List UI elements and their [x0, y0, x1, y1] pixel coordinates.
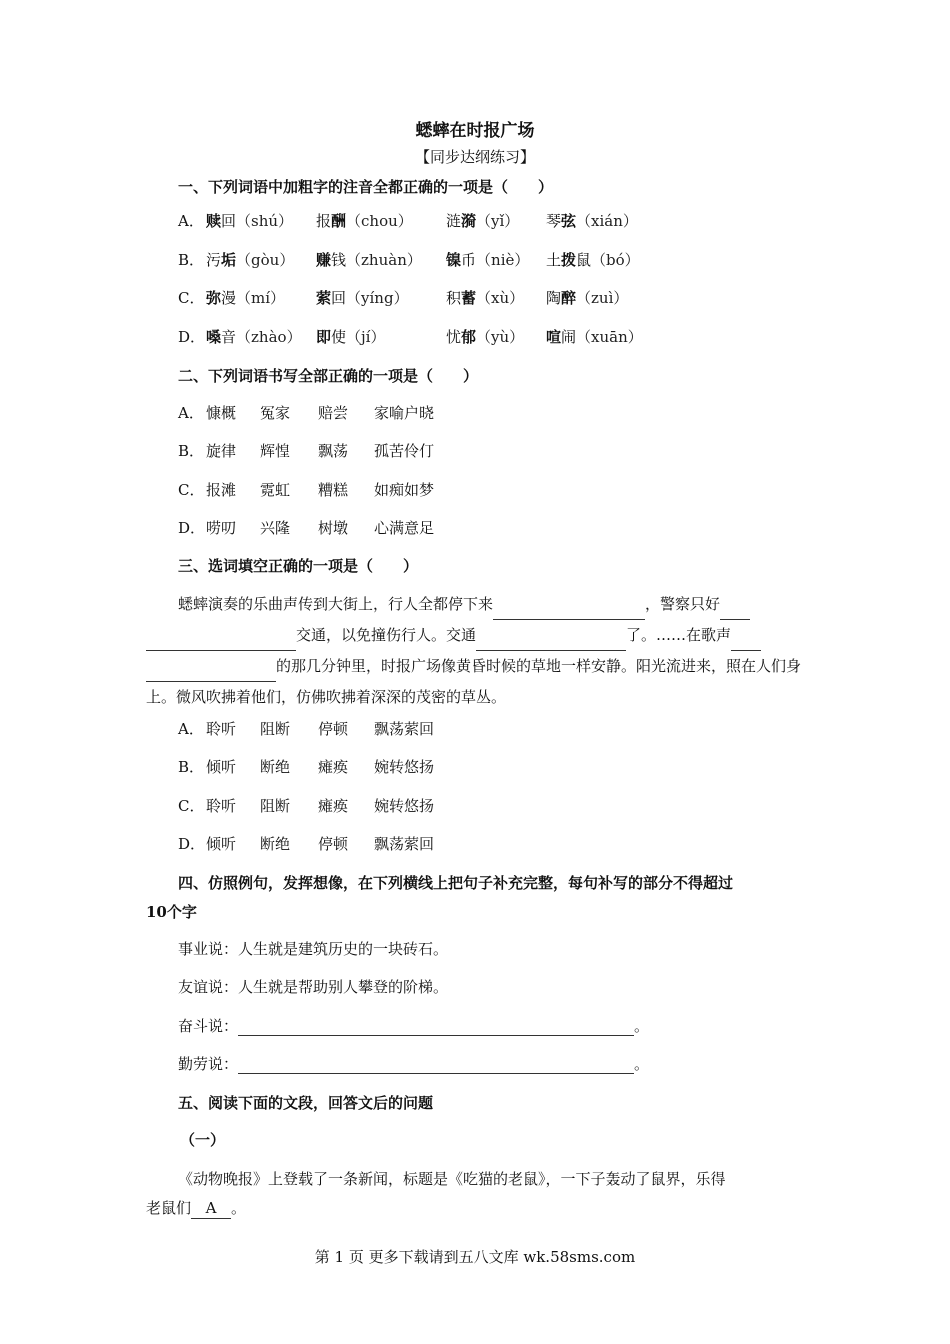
- option-word: 糟糕: [318, 481, 349, 499]
- option-word: 倾听: [206, 835, 237, 853]
- option-letter: D．: [178, 328, 206, 346]
- option-word: 停顿: [318, 720, 349, 738]
- option-word: [446, 288, 524, 308]
- option-word: [546, 288, 628, 308]
- q3-blank-1: [493, 601, 645, 620]
- option-word: 聆听: [206, 797, 237, 815]
- bold-char: 弥: [206, 289, 222, 307]
- option-letter: B．: [178, 442, 205, 460]
- q3-option-row: [178, 719, 578, 741]
- pinyin: （yǐ）: [476, 212, 520, 230]
- q3-option-row: [178, 757, 578, 779]
- pinyin: （niè）: [476, 251, 530, 269]
- q2-option-row: [178, 403, 578, 425]
- pinyin: （xián）: [576, 212, 638, 230]
- option-word: 兴隆: [260, 519, 291, 537]
- q5-passage-end: 。: [231, 1199, 247, 1217]
- option-word: [446, 327, 524, 347]
- page-footer: 第 1 页 更多下载请到五八文库 wk.58sms.com: [314, 1248, 636, 1266]
- word-char: 币: [461, 251, 477, 269]
- q4-example-1: 事业说：人生就是建筑历史的一块砖石。: [178, 940, 449, 958]
- option-word: [316, 250, 422, 270]
- q2-option-row: [178, 480, 578, 502]
- q5-passage-line-2: [146, 1198, 246, 1219]
- word-char: 钱: [331, 251, 347, 269]
- word-char: 漫: [221, 289, 237, 307]
- q5-passage-text: 老鼠们: [146, 1199, 192, 1217]
- pinyin: （jí）: [346, 328, 386, 346]
- word-char: 报: [316, 212, 332, 230]
- page-title: 蟋蟀在时报广场: [415, 121, 535, 141]
- bold-char: 镍: [446, 251, 462, 269]
- q4-example-2: 友谊说：人生就是帮助别人攀登的阶梯。: [178, 978, 449, 996]
- q3-passage-text-4: 了。……在歌声: [626, 626, 732, 644]
- bold-char: 赎: [206, 212, 222, 230]
- pinyin: （xuān）: [576, 328, 643, 346]
- option-word: 旋律: [206, 442, 237, 460]
- bold-char: 垢: [221, 251, 237, 269]
- bold-char: 弦: [561, 212, 577, 230]
- bold-char: 拨: [561, 251, 577, 269]
- option-word: [206, 211, 293, 231]
- q5-section-label: （一）: [180, 1131, 226, 1149]
- option-word: 慷概: [206, 404, 237, 422]
- option-word: 赔尝: [318, 404, 349, 422]
- q3-passage-text-1: 蟋蟀演奏的乐曲声传到大街上，行人全都停下来: [178, 595, 494, 613]
- option-letter: B．: [178, 758, 205, 776]
- q4-item-4: [178, 1054, 649, 1074]
- option-word: 飘荡: [318, 442, 349, 460]
- pinyin: （gòu）: [236, 251, 295, 269]
- option-word: 瘫痪: [318, 797, 349, 815]
- q4-item-4-label: 勤劳说：: [178, 1055, 239, 1073]
- option-word: [546, 327, 643, 347]
- page-subtitle: 【同步达纲练习】: [414, 148, 535, 166]
- option-word: 如痴如梦: [374, 481, 435, 499]
- word-char: 使: [331, 328, 347, 346]
- q5-heading: 五、阅读下面的文段，回答文后的问题: [178, 1094, 434, 1112]
- option-letter: C．: [178, 289, 205, 307]
- word-char: 陶: [546, 289, 562, 307]
- option-word: 霓虹: [260, 481, 291, 499]
- bold-char: 萦: [316, 289, 332, 307]
- q3-passage-text-2: ，警察只好: [645, 595, 721, 613]
- bold-char: 喧: [546, 328, 562, 346]
- pinyin: （zhuàn）: [346, 251, 422, 269]
- bold-char: 醉: [561, 289, 577, 307]
- word-char: 闹: [561, 328, 577, 346]
- pinyin: （zhào）: [236, 328, 302, 346]
- q5-passage-line-1: 《动物晚报》上登载了一条新闻，标题是《吃猫的老鼠》，一下子轰动了鼠界，乐得: [178, 1170, 726, 1188]
- bold-char: 漪: [461, 212, 477, 230]
- q3-option-row: [178, 834, 578, 856]
- q4-answer-line-4[interactable]: [238, 1055, 634, 1074]
- q3-option-row: [178, 796, 578, 818]
- pinyin: （bó）: [591, 251, 640, 269]
- q4-item-3: [178, 1016, 649, 1036]
- pinyin: （mí）: [236, 289, 286, 307]
- option-word: [206, 250, 294, 270]
- option-word: [316, 288, 409, 308]
- q3-blank-3: [476, 632, 626, 651]
- q3-passage-text-5: 的那几分钟里，时报广场像黄昏时候的草地一样安静。阳光流进来，照在人们身上。微风吹拂着他们，仿佛吹拂着深深的茂密的草丛。: [146, 657, 802, 706]
- word-char: 土: [546, 251, 562, 269]
- option-letter: C．: [178, 797, 205, 815]
- q1-option-row: [178, 211, 798, 233]
- option-word: 婉转悠扬: [374, 797, 435, 815]
- q4-item-4-period: 。: [634, 1055, 650, 1073]
- q3-blank-4a: [731, 632, 761, 651]
- option-word: [546, 250, 640, 270]
- q4-item-3-label: 奋斗说：: [178, 1017, 239, 1035]
- option-word: 断绝: [260, 758, 291, 776]
- option-letter: A．: [178, 404, 204, 422]
- option-word: 阻断: [260, 720, 291, 738]
- pinyin: （yù）: [476, 328, 525, 346]
- pinyin: （yíng）: [346, 289, 409, 307]
- q4-heading-line-2: 10个字: [146, 903, 197, 921]
- bold-char: 蓄: [461, 289, 477, 307]
- option-word: 婉转悠扬: [374, 758, 435, 776]
- q1-heading: 一、下列词语中加粗字的注音全都正确的一项是（ ）: [178, 178, 554, 196]
- q3-passage-text-3: 交通，以免撞伤行人。交通: [296, 626, 477, 644]
- option-word: 飘荡萦回: [374, 720, 435, 738]
- bold-char: 赚: [316, 251, 332, 269]
- word-char: 回: [331, 289, 347, 307]
- option-word: 停顿: [318, 835, 349, 853]
- q1-option-row: [178, 327, 798, 349]
- option-word: [206, 327, 302, 347]
- option-letter: B．: [178, 251, 205, 269]
- bold-char: 酬: [331, 212, 347, 230]
- pinyin: （chou）: [346, 212, 413, 230]
- bold-char: 郁: [461, 328, 477, 346]
- pinyin: （xù）: [476, 289, 525, 307]
- option-word: 飘荡萦回: [374, 835, 435, 853]
- word-char: 音: [221, 328, 237, 346]
- option-word: 阻断: [260, 797, 291, 815]
- option-letter: D．: [178, 519, 206, 537]
- word-char: 积: [446, 289, 462, 307]
- q2-option-row: [178, 518, 578, 540]
- q3-blank-4b: [146, 663, 276, 682]
- q4-heading-line-1: 四、仿照例句，发挥想像，在下列横线上把句子补充完整，每句补写的部分不得超过: [178, 874, 734, 892]
- word-char: 回: [221, 212, 237, 230]
- q3-heading: 三、选词填空正确的一项是（ ）: [178, 557, 419, 575]
- bold-char: 即: [316, 328, 332, 346]
- option-word: 聆听: [206, 720, 237, 738]
- q3-passage: [146, 589, 806, 713]
- option-word: 唠叨: [206, 519, 237, 537]
- q4-answer-line-3[interactable]: [238, 1017, 634, 1036]
- option-word: [446, 211, 519, 231]
- option-word: 瘫痪: [318, 758, 349, 776]
- word-char: 污: [206, 251, 222, 269]
- word-char: 忧: [446, 328, 462, 346]
- option-letter: D．: [178, 835, 206, 853]
- option-word: 断绝: [260, 835, 291, 853]
- q3-blank-2a: [720, 601, 750, 620]
- option-word: 心满意足: [374, 519, 435, 537]
- option-word: 辉惶: [260, 442, 291, 460]
- word-char: 涟: [446, 212, 462, 230]
- option-word: 树墩: [318, 519, 349, 537]
- option-word: [316, 327, 385, 347]
- q4-item-3-period: 。: [634, 1017, 650, 1035]
- q1-option-row: [178, 288, 798, 310]
- pinyin: （zuì）: [576, 289, 629, 307]
- word-char: 鼠: [576, 251, 592, 269]
- option-letter: C．: [178, 481, 205, 499]
- q2-option-row: [178, 441, 578, 463]
- pinyin: （shú）: [236, 212, 294, 230]
- q3-blank-2b: [146, 632, 296, 651]
- option-word: [446, 250, 529, 270]
- option-word: 孤苦伶仃: [374, 442, 435, 460]
- bold-char: 嗓: [206, 328, 222, 346]
- option-word: 家喻户晓: [374, 404, 435, 422]
- option-word: 冤家: [260, 404, 291, 422]
- q5-blank-a: A: [191, 1198, 231, 1219]
- option-letter: A．: [178, 720, 204, 738]
- option-word: [206, 288, 285, 308]
- option-word: [546, 211, 638, 231]
- word-char: 琴: [546, 212, 562, 230]
- option-word: [316, 211, 413, 231]
- q2-heading: 二、下列词语书写全部正确的一项是（ ）: [178, 367, 479, 385]
- q1-option-row: [178, 250, 798, 272]
- option-letter: A．: [178, 212, 204, 230]
- option-word: 倾听: [206, 758, 237, 776]
- option-word: 报滩: [206, 481, 237, 499]
